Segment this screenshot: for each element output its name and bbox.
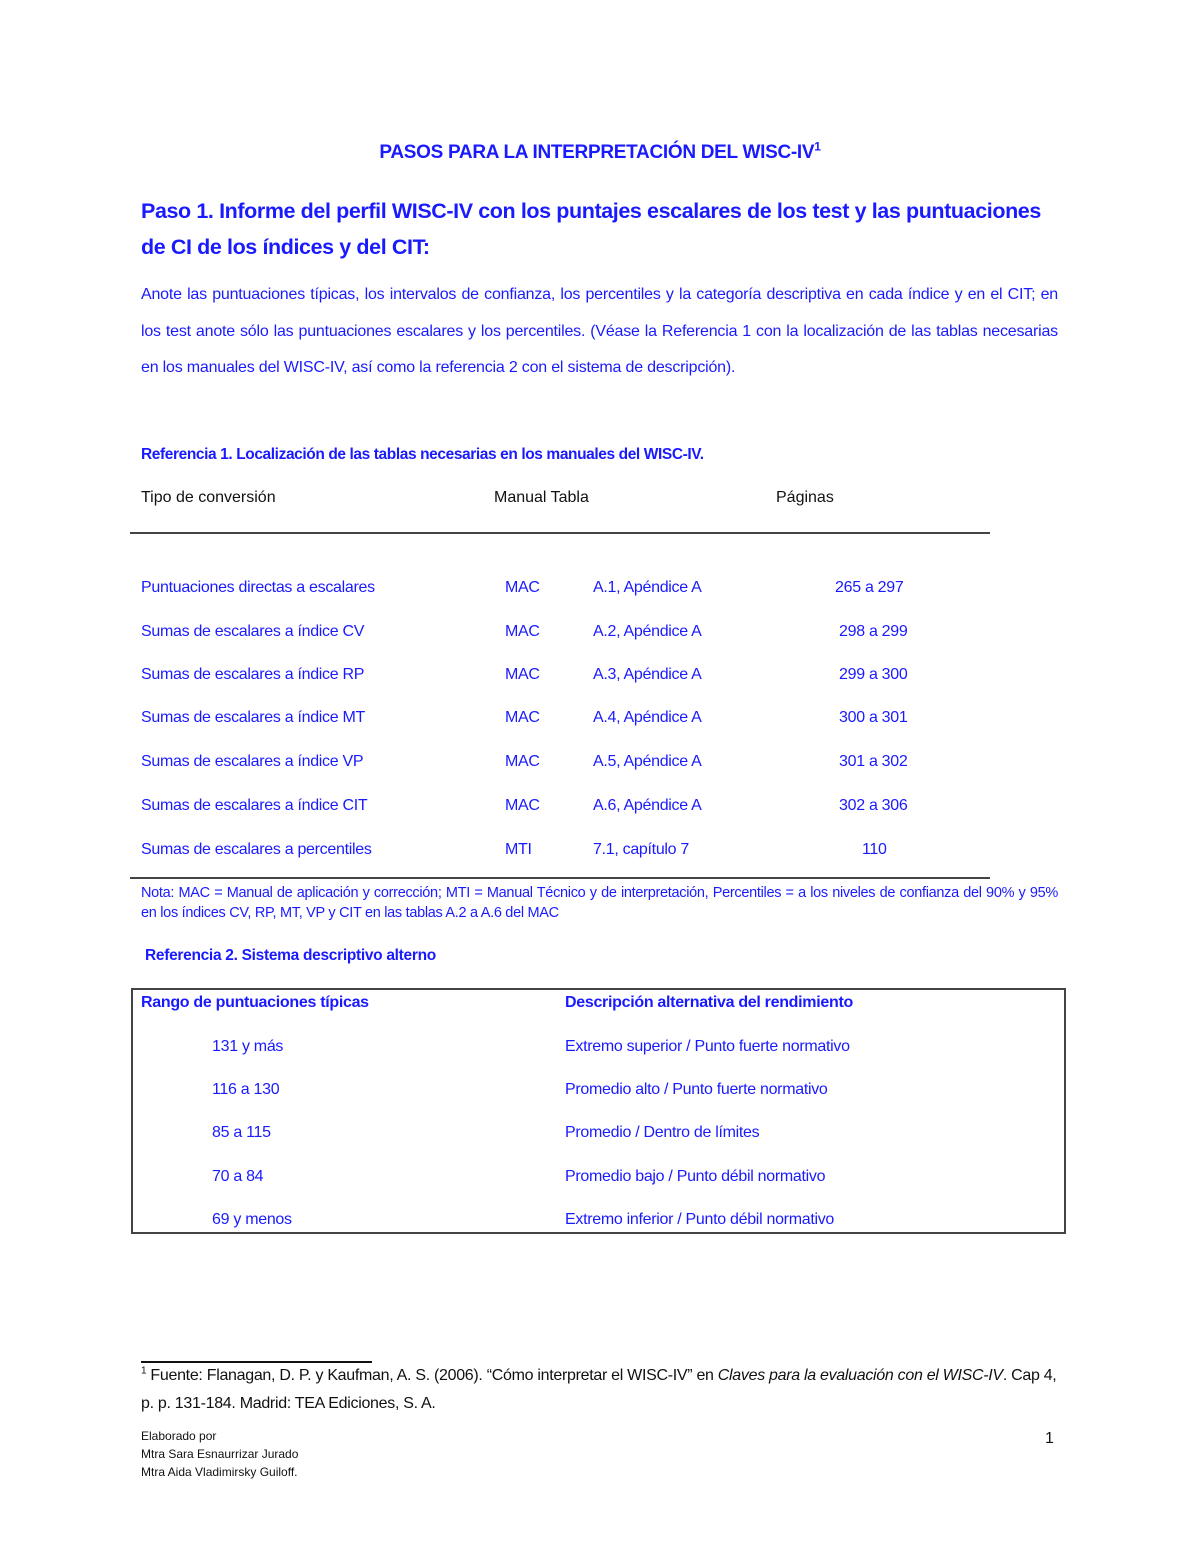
footnote-book-title: Claves para la evaluación con el WISC-IV <box>717 1367 1003 1384</box>
ref1-header-manual-table: Manual Tabla <box>494 489 589 506</box>
cell-pages: 301 a 302 <box>839 753 908 770</box>
cell-range: 69 y menos <box>212 1211 292 1228</box>
ref1-header-pages: Páginas <box>776 489 834 506</box>
ref1-bottom-rule <box>130 877 990 879</box>
cell-manual: MAC <box>505 797 540 814</box>
cell-manual: MAC <box>505 753 540 770</box>
cell-range: 131 y más <box>212 1038 284 1055</box>
document-title <box>0 139 1200 164</box>
footer-line-1: Elaborado por <box>141 1429 217 1443</box>
footnote <box>141 1362 1061 1418</box>
cell-type: Sumas de escalares a índice VP <box>141 753 364 770</box>
cell-type: Sumas de escalares a índice CIT <box>141 797 368 814</box>
cell-manual: MAC <box>505 709 540 726</box>
cell-table: A.6, Apéndice A <box>593 797 702 814</box>
reference2-title: Referencia 2. Sistema descriptivo alterno <box>145 947 436 964</box>
cell-table: A.2, Apéndice A <box>593 623 702 640</box>
ref2-table-box <box>131 988 1066 1234</box>
cell-type: Puntuaciones directas a escalares <box>141 579 375 596</box>
ref1-note: Nota: MAC = Manual de aplicación y corrección; MTI = Manual Técnico y de interpretación, Percentiles = a los niveles de confianza del 90% y 95% en los índices CV, RP, MT, VP y CIT en las tablas A.2 a A.6 del MAC <box>141 885 1058 921</box>
cell-manual: MAC <box>505 579 540 596</box>
cell-description: Promedio bajo / Punto débil normativo <box>565 1168 826 1185</box>
cell-pages: 299 a 300 <box>839 666 908 683</box>
footer-line-2: Mtra Sara Esnaurrizar Jurado <box>141 1447 299 1461</box>
cell-range: 70 a 84 <box>212 1168 264 1185</box>
cell-pages: 110 <box>862 841 887 858</box>
cell-table: 7.1, capítulo 7 <box>593 841 690 858</box>
footer-line-3: Mtra Aida Vladimirsky Guiloff. <box>141 1465 298 1479</box>
ref2-header-description: Descripción alternativa del rendimiento <box>565 994 853 1011</box>
cell-table: A.4, Apéndice A <box>593 709 702 726</box>
cell-type: Sumas de escalares a percentiles <box>141 841 372 858</box>
cell-description: Extremo inferior / Punto débil normativo <box>565 1211 835 1228</box>
cell-range: 85 a 115 <box>212 1124 271 1141</box>
ref1-header-type: Tipo de conversión <box>141 489 276 506</box>
cell-table: A.1, Apéndice A <box>593 579 702 596</box>
footnote-mark: 1 <box>141 1365 147 1377</box>
cell-type: Sumas de escalares a índice RP <box>141 666 365 683</box>
cell-pages: 265 a 297 <box>835 579 904 596</box>
document-title-text: PASOS PARA LA INTERPRETACIÓN DEL WISC-IV <box>379 142 815 163</box>
page-footer <box>141 1427 298 1481</box>
cell-manual: MTI <box>505 841 532 858</box>
footnote-text-before: Fuente: Flanagan, D. P. y Kaufman, A. S. (2006). “Cómo interpretar el WISC-IV” en <box>146 1367 718 1384</box>
cell-description: Extremo superior / Punto fuerte normativo <box>565 1038 850 1055</box>
footnote-text-after: . Cap 4, p. p. 131-184. Madrid: TEA Ediciones, S. A. <box>141 1367 1057 1412</box>
cell-manual: MAC <box>505 623 540 640</box>
ref2-header-range: Rango de puntuaciones típicas <box>141 994 369 1011</box>
step1-paragraph: Anote las puntuaciones típicas, los intervalos de confianza, los percentiles y la categoría descriptiva en cada índice y en el CIT; en los test anote sólo las puntuaciones escalares y los percentiles. (Véase la Referencia 1 con la localización de las tablas necesarias en los manuales del WISC-IV, así como la referencia 2 con el sistema de descripción). <box>141 286 1058 376</box>
cell-pages: 298 a 299 <box>839 623 908 640</box>
cell-range: 116 a 130 <box>212 1081 280 1098</box>
cell-description: Promedio / Dentro de límites <box>565 1124 760 1141</box>
cell-pages: 300 a 301 <box>839 709 908 726</box>
title-footnote-mark[interactable]: 1 <box>814 139 821 154</box>
step1-heading: Paso 1. Informe del perfil WISC-IV con los puntajes escalares de los test y las puntuaciones de CI de los índices y del CIT: <box>141 199 1041 259</box>
cell-type: Sumas de escalares a índice CV <box>141 623 365 640</box>
ref1-top-rule <box>130 532 990 534</box>
cell-pages: 302 a 306 <box>839 797 908 814</box>
page-number: 1 <box>1045 1430 1054 1447</box>
cell-manual: MAC <box>505 666 540 683</box>
cell-type: Sumas de escalares a índice MT <box>141 709 365 726</box>
cell-description: Promedio alto / Punto fuerte normativo <box>565 1081 828 1098</box>
cell-table: A.5, Apéndice A <box>593 753 702 770</box>
cell-table: A.3, Apéndice A <box>593 666 702 683</box>
reference1-title: Referencia 1. Localización de las tablas necesarias en los manuales del WISC-IV. <box>141 446 704 463</box>
